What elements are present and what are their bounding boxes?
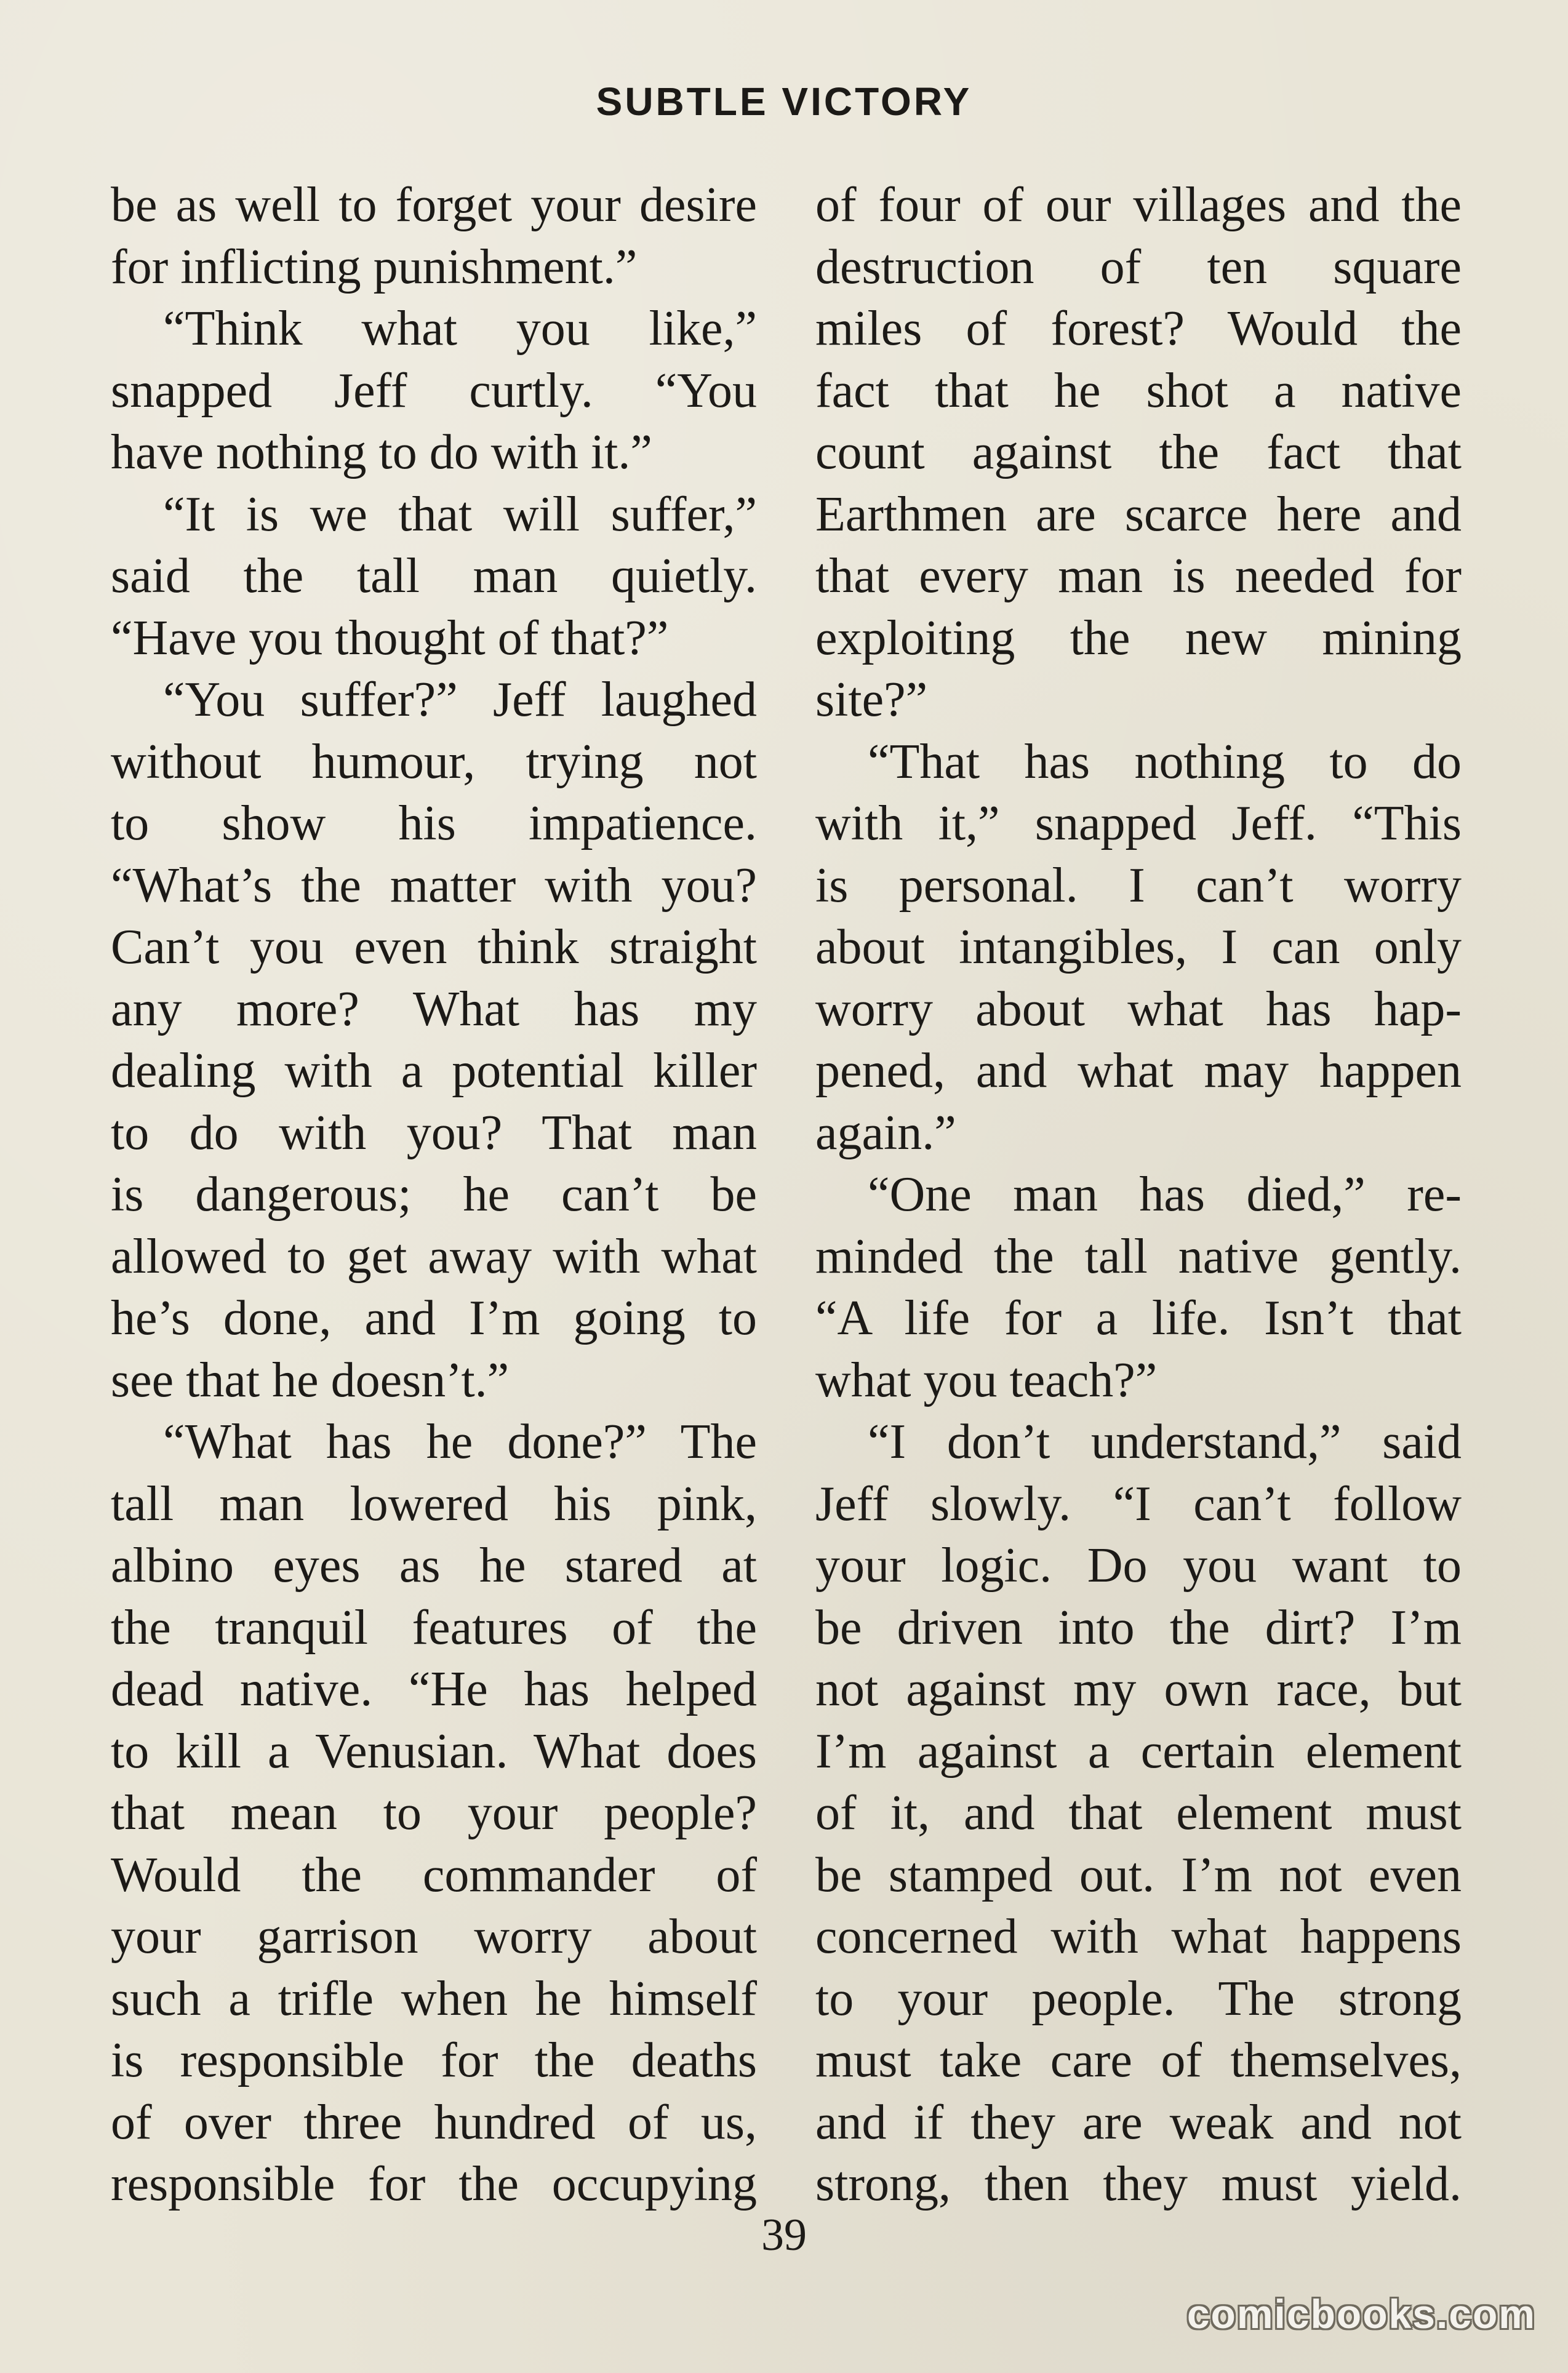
text-line: must take care of themselves, bbox=[815, 2033, 1462, 2087]
running-head: SUBTLE VICTORY bbox=[596, 79, 972, 124]
text-line: that mean to your people? bbox=[111, 1786, 757, 1840]
text-line: to your people. The strong bbox=[815, 1971, 1462, 2026]
text-line: dealing with a potential killer bbox=[111, 1044, 757, 1098]
text-line: allowed to get away with what bbox=[111, 1229, 757, 1284]
text-line: “Think what you like,” bbox=[163, 302, 757, 356]
text-line: your garrison worry about bbox=[111, 1910, 757, 1964]
text-line: “I don’t understand,” said bbox=[868, 1415, 1462, 1469]
text-line: what you teach?” bbox=[815, 1353, 1158, 1407]
text-line: “What has he done?” The bbox=[163, 1415, 757, 1469]
text-line: “It is we that will suffer,” bbox=[163, 487, 757, 542]
text-line: “A life for a life. Isn’t that bbox=[815, 1291, 1462, 1345]
text-line: Earthmen are scarce here and bbox=[815, 487, 1462, 542]
text-line: fact that he shot a native bbox=[815, 363, 1462, 418]
text-line: have nothing to do with it.” bbox=[111, 425, 652, 479]
text-line: tall man lowered his pink, bbox=[111, 1476, 757, 1531]
text-line: count against the fact that bbox=[815, 425, 1462, 479]
text-line: be stamped out. I’m not even bbox=[815, 1847, 1462, 1902]
text-line: of over three hundred of us, bbox=[111, 2095, 757, 2150]
text-line: about intangibles, I can only bbox=[815, 920, 1462, 974]
text-line: minded the tall native gently. bbox=[815, 1229, 1462, 1284]
text-column-left bbox=[111, 174, 757, 2215]
text-line: he’s done, and I’m going to bbox=[111, 1291, 757, 1345]
text-line: see that he doesn’t.” bbox=[111, 1353, 510, 1407]
text-line: dead native. “He has helped bbox=[111, 1662, 757, 1716]
text-line: to kill a Venusian. What does bbox=[111, 1724, 757, 1779]
text-line: worry about what has hap- bbox=[815, 982, 1462, 1036]
text-line: “You suffer?” Jeff laughed bbox=[163, 673, 757, 727]
text-line: that every man is needed for bbox=[815, 549, 1462, 603]
text-line: of it, and that element must bbox=[815, 1786, 1462, 1840]
text-line: with it,” snapped Jeff. “This bbox=[815, 796, 1462, 850]
text-line: “Have you thought of that?” bbox=[111, 610, 669, 665]
text-line: I’m against a certain element bbox=[815, 1724, 1462, 1779]
text-line: and if they are weak and not bbox=[815, 2095, 1462, 2150]
text-line: your logic. Do you want to bbox=[815, 1539, 1462, 1593]
text-line: miles of forest? Would the bbox=[815, 302, 1462, 356]
text-line: is dangerous; he can’t be bbox=[111, 1167, 757, 1222]
text-line: concerned with what happens bbox=[815, 1910, 1462, 1964]
text-line: again.” bbox=[815, 1105, 956, 1160]
text-line: the tranquil features of the bbox=[111, 1600, 757, 1655]
text-line: said the tall man quietly. bbox=[111, 549, 757, 603]
text-line: for inflicting punishment.” bbox=[111, 239, 638, 294]
text-line: without humour, trying not bbox=[111, 734, 757, 789]
text-line: site?” bbox=[815, 673, 928, 727]
text-line: is responsible for the deaths bbox=[111, 2033, 757, 2087]
text-line: snapped Jeff curtly. “You bbox=[111, 363, 757, 418]
watermark: comicbooks.com bbox=[1186, 2291, 1536, 2337]
page-number: 39 bbox=[761, 2210, 807, 2260]
text-column-right bbox=[815, 174, 1462, 2215]
text-line: destruction of ten square bbox=[815, 239, 1462, 294]
text-line: Jeff slowly. “I can’t follow bbox=[815, 1476, 1462, 1531]
text-line: is personal. I can’t worry bbox=[815, 858, 1462, 913]
text-line: Would the commander of bbox=[111, 1847, 757, 1902]
text-line: pened, and what may happen bbox=[815, 1044, 1462, 1098]
text-line: albino eyes as he stared at bbox=[111, 1539, 757, 1593]
text-line: exploiting the new mining bbox=[815, 610, 1462, 665]
text-line: to show his impatience. bbox=[111, 796, 757, 850]
text-line: to do with you? That man bbox=[111, 1105, 757, 1160]
text-line: be driven into the dirt? I’m bbox=[815, 1600, 1462, 1655]
text-line: such a trifle when he himself bbox=[111, 1971, 757, 2026]
text-line: strong, then they must yield. bbox=[815, 2157, 1462, 2211]
text-line: any more? What has my bbox=[111, 982, 757, 1036]
text-line: of four of our villages and the bbox=[815, 178, 1462, 232]
text-line: not against my own race, but bbox=[815, 1662, 1462, 1716]
text-line: “That has nothing to do bbox=[868, 734, 1462, 789]
text-line: “One man has died,” re- bbox=[868, 1167, 1462, 1222]
text-line: be as well to forget your desire bbox=[111, 178, 757, 232]
text-line: “What’s the matter with you? bbox=[111, 858, 757, 913]
text-line: Can’t you even think straight bbox=[111, 920, 757, 974]
text-line: responsible for the occupying bbox=[111, 2157, 757, 2211]
